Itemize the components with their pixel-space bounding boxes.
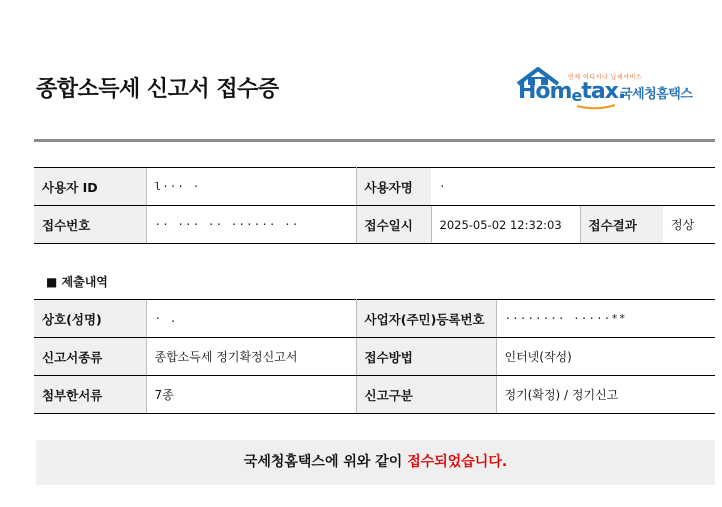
user-id-label: 사용자 ID [34,168,146,206]
reg-no-label: 사업자(주민)등록번호 [356,300,496,338]
receipt-date-value: 2025-05-02 12:32:03 [431,206,580,244]
table-row [34,168,715,206]
table-row [34,338,715,376]
receipt-result-label: 접수결과 [580,206,663,244]
submission-section-title: ■ 제출내역 [46,275,108,289]
company-value: · . [146,300,356,338]
table-row [34,300,715,338]
attachments-value: 7종 [146,376,356,414]
confirmation-notice [36,440,715,485]
receipt-info-table [34,167,715,244]
report-type-value: 종합소득세 정기확정신고서 [146,338,356,376]
company-label: 상호(성명) [34,300,146,338]
user-name-value: · [431,168,715,206]
category-value: 정기(확정) / 정기신고 [496,376,715,414]
category-label: 신고구분 [356,376,496,414]
report-type-label: 신고서종류 [34,338,146,376]
table-row [34,376,715,414]
receipt-date-label: 접수일시 [356,206,431,244]
submission-table [34,299,715,414]
table-row [34,206,715,244]
method-value: 인터넷(작성) [496,338,715,376]
method-label: 접수방법 [356,338,496,376]
user-name-label: 사용자명 [356,168,431,206]
logo-swoosh-icon [576,104,616,110]
attachments-label: 첨부한서류 [34,376,146,414]
header-divider [34,139,715,142]
receipt-no-value: ·· ··· ·· ······ ·· [146,206,356,244]
notice-highlight: 접수되었습니다. [407,454,508,470]
logo-wordmark: Hometax. [518,79,626,105]
page-title: 종합소득세 신고서 접수증 [36,77,279,102]
user-id-value: l··· · [146,168,356,206]
receipt-no-label: 접수번호 [34,206,146,244]
receipt-result-value: 정상 [663,206,715,244]
logo-tagline: 언제 어디서나 납세서비스 [568,74,643,81]
reg-no-value: ········ ·····** [496,300,715,338]
notice-text: 국세청홈택스에 위와 같이 [243,454,408,470]
hometax-logo [516,66,706,110]
logo-org-name: 국세청홈택스 [620,87,693,102]
